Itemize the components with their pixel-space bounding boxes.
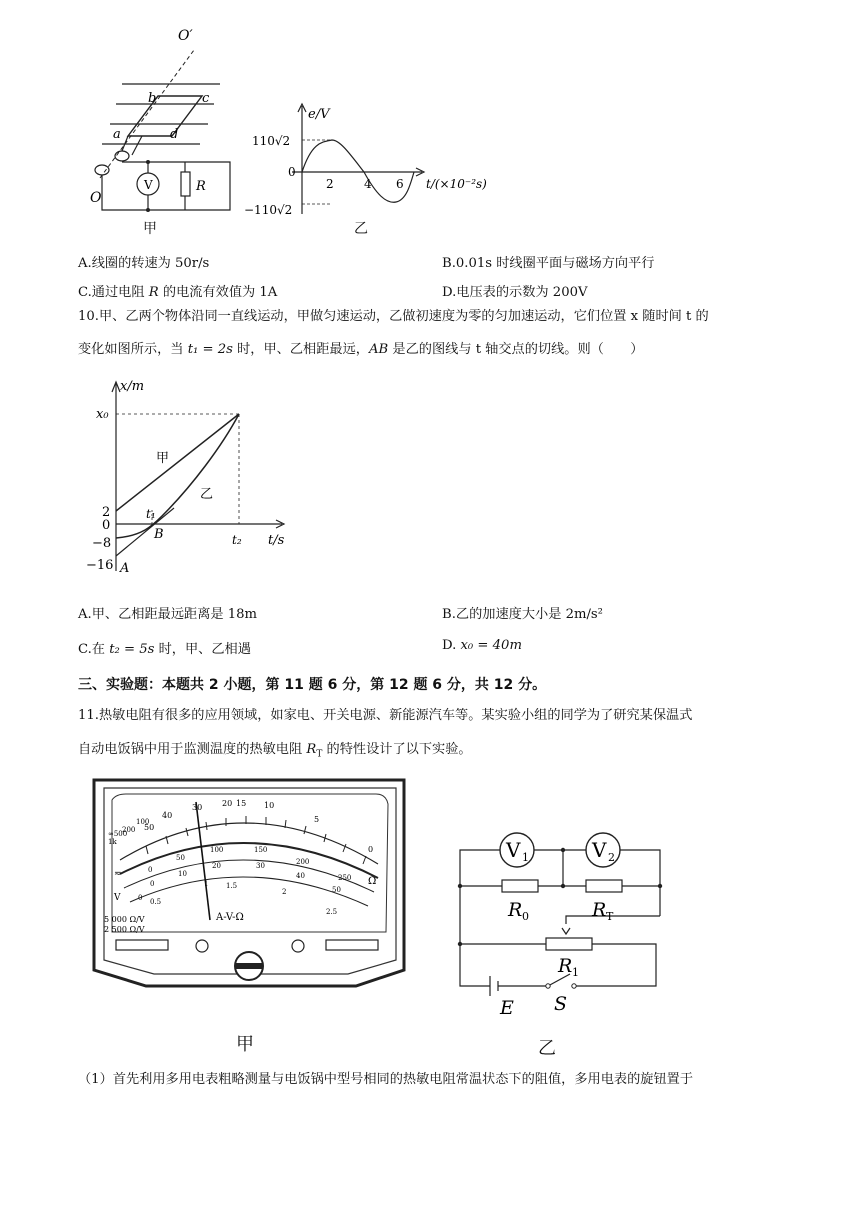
meter-spec-1: 5 000 Ω/V	[104, 915, 145, 924]
emf-y-label: e/V	[308, 107, 330, 122]
emf-graph	[240, 96, 487, 226]
q9-option-d: D.电压表的示数为 200V	[442, 285, 588, 300]
q10-option-a: A.甲、乙相距最远距离是 18m	[78, 607, 258, 622]
switch-label: S	[554, 993, 568, 1015]
xt-point-b: B	[154, 527, 164, 542]
voltmeter-label: V	[144, 178, 153, 192]
q10-line2: 变化如图所示，当 t₁ = 2s 时，甲、乙相距最远，AB 是乙的图线与 t 轴交点的切线。则（ ）	[78, 342, 644, 357]
q9-option-b: B.0.01s 时线圈平面与磁场方向平行	[442, 256, 655, 271]
xt-graph	[82, 376, 302, 586]
q10-line1: 10.甲、乙两个物体沿同一直线运动，甲做匀速运动，乙做初速度为零的匀加速运动，它们位置 x 随时间 t 的	[78, 309, 709, 324]
ac-scale-0-5: 0.5	[150, 898, 162, 906]
dc-sign: ≂	[114, 869, 122, 879]
q10-option-d: D. x₀ = 40m	[442, 638, 522, 653]
meter-spec-2: 2 500 Ω/V	[104, 925, 145, 934]
axis-label-bottom: O	[90, 190, 102, 206]
section3-title: 三、实验题：本题共 2 小题，第 11 题 6 分，第 12 题 6 分，共 12 分。	[78, 677, 547, 693]
r1-sub: 1	[572, 966, 579, 979]
emf-y-pos: 110√2	[252, 134, 291, 148]
meter-caption: 甲	[236, 1034, 254, 1055]
low-scale-40: 40	[296, 872, 305, 880]
rt-sub: T	[606, 910, 614, 923]
xt-tick-neg8: −8	[92, 536, 112, 551]
ac-scale-0: 0	[138, 894, 143, 902]
q10-option-c: C.在 t₂ = 5s 时，甲、乙相遇	[78, 642, 251, 657]
rt-label: R	[592, 899, 607, 921]
dc-scale-0: 0	[148, 866, 153, 874]
r0-label: R	[508, 899, 523, 921]
meter-name: A-V-Ω	[216, 912, 244, 923]
q11-line1: 11.热敏电阻有很多的应用领域，如家电、开关电源、新能源汽车等。某实验小组的同学为了研究某保温式	[78, 708, 693, 723]
ac-scale-2: 2	[282, 888, 287, 896]
left-slot	[116, 940, 168, 950]
ohm-left-100: 100	[136, 818, 150, 826]
xt-t2: t₂	[232, 533, 242, 547]
ohm-scale-30: 30	[192, 803, 203, 812]
dc-scale-250: 250	[338, 874, 352, 882]
ohm-scale-0: 0	[368, 845, 374, 854]
low-scale-10: 10	[178, 870, 187, 878]
coil-corner-a: a	[113, 127, 121, 142]
emf-x-tick-2: 2	[326, 177, 334, 191]
xt-label-jia: 甲	[156, 451, 170, 466]
emf-caption: 乙	[354, 221, 368, 237]
ohm-left-500: ∞500	[108, 830, 128, 838]
low-scale-20: 20	[212, 862, 221, 870]
ac-scale-1-5: 1.5	[226, 882, 238, 890]
generator-figure	[80, 10, 240, 240]
low-scale-0: 0	[150, 880, 155, 888]
xt-label-yi: 乙	[200, 487, 214, 502]
multimeter-figure	[86, 774, 416, 1024]
coil-corner-d: d	[170, 127, 179, 142]
xt-point-a: A	[120, 561, 130, 576]
ohm-scale-5: 5	[314, 815, 320, 824]
right-knob	[292, 940, 304, 952]
xt-x-label: t/s	[268, 533, 285, 548]
coil-corner-c: c	[202, 91, 210, 106]
v2-label: V	[592, 838, 607, 862]
ac-sign: V	[114, 893, 121, 903]
xt-tick-2: 2	[102, 505, 111, 520]
q9-option-a: A.线圈的转速为 50r/s	[78, 256, 210, 271]
battery-label: E	[500, 997, 514, 1019]
q10-option-b: B.乙的加速度大小是 2m/s²	[442, 607, 603, 622]
xt-y-label: x/m	[120, 379, 145, 394]
xt-x0: x₀	[96, 407, 109, 422]
low-scale-30: 30	[256, 862, 265, 870]
ohm-scale-20: 20	[222, 799, 233, 808]
circuit-caption: 乙	[538, 1038, 556, 1059]
circuit-figure	[450, 824, 670, 1024]
dc-scale-150: 150	[254, 846, 268, 854]
dc-scale-200: 200	[296, 858, 310, 866]
ohm-scale-40: 40	[162, 811, 173, 820]
xt-tick-0: 0	[102, 518, 111, 533]
ohm-scale-50: 50	[144, 823, 155, 832]
ohm-left-1k: 1k	[108, 838, 117, 846]
emf-x-tick-4: 4	[364, 177, 372, 191]
emf-x-label: t/(×10⁻²s)	[426, 177, 487, 191]
v1-label: V	[506, 838, 521, 862]
q11-line2: 自动电饭锅中用于监测温度的热敏电阻 $R_T$ 的特性设计了以下实验。	[78, 742, 472, 760]
ohm-left-200: 200	[122, 826, 136, 834]
axis-label-top: O′	[178, 28, 193, 44]
emf-x-tick-6: 6	[396, 177, 404, 191]
ac-scale-1: 1	[204, 880, 209, 888]
ohm-scale-10: 10	[264, 801, 275, 810]
v2-sub: 2	[608, 851, 615, 864]
xt-tick-neg16: −16	[86, 558, 114, 573]
left-knob	[196, 940, 208, 952]
emf-y-neg: −110√2	[244, 203, 293, 217]
generator-caption: 甲	[143, 221, 157, 237]
emf-origin: 0	[288, 165, 296, 179]
ohm-sign: Ω	[368, 876, 377, 887]
r0-sub: 0	[522, 910, 529, 923]
right-slot	[326, 940, 378, 950]
coil-corner-b: b	[148, 91, 157, 106]
v1-sub: 1	[522, 851, 529, 864]
dc-scale-100: 100	[210, 846, 224, 854]
q9-option-c: C.通过电阻 R 的电流有效值为 1A	[78, 285, 278, 300]
resistor-label: R	[196, 179, 206, 194]
q11-sub1: （1）首先利用多用电表粗略测量与电饭锅中型号相同的热敏电阻常温状态下的阻值，多用电表的旋钮置于	[78, 1072, 694, 1087]
xt-t1: t₁	[146, 507, 156, 521]
ac-scale-2-5: 2.5	[326, 908, 338, 916]
low-scale-50: 50	[332, 886, 341, 894]
r1-label: R	[558, 955, 573, 977]
dc-scale-50: 50	[176, 854, 185, 862]
ohm-scale-15: 15	[236, 799, 247, 808]
zero-adjust-slot	[236, 963, 262, 969]
